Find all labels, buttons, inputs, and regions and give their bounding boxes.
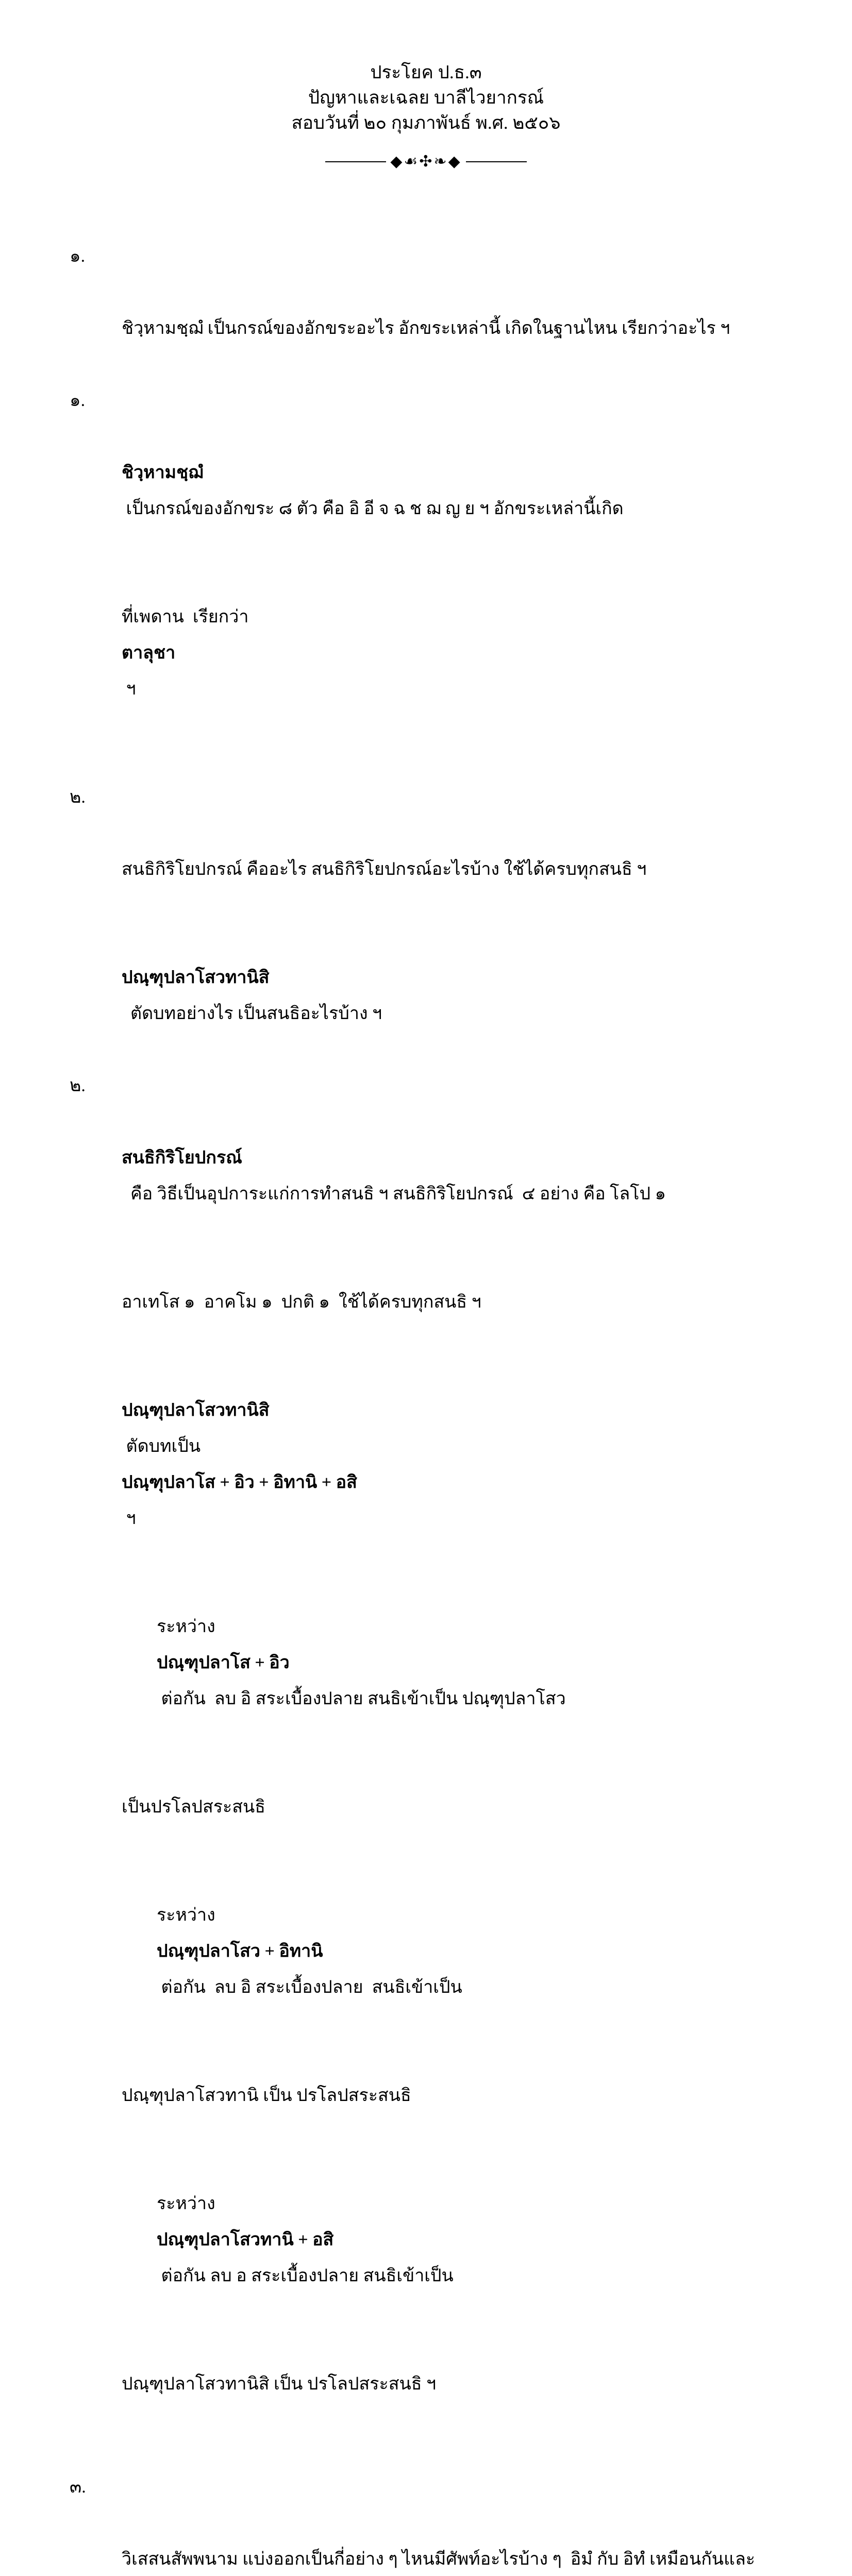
exam-date-line: สอบวันที่ ๒๐ กุมภาพันธ์ พ.ศ. ๒๕๐๖ [291, 113, 561, 133]
text-segment: ปณฺฑุปลาโสว + อิทานิ [157, 1942, 323, 1961]
text-segment: ปณฺฑุปลาโสวทานิสิ เป็น ปรโลปสระสนธิ ฯ [122, 2375, 437, 2394]
answer-2-line-4 [70, 1573, 793, 1753]
question-3-line-1 [70, 2469, 793, 2576]
text-segment: ปณฺฑุปลาโสวทานิสิ [122, 968, 270, 987]
text-segment: ปณฺฑุปลาโส + อิว [157, 1653, 290, 1672]
page-subtitle: ปัญหาและเฉลย บาลีไวยากรณ์ [308, 88, 544, 108]
text-segment: ระหว่าง [157, 1906, 220, 1925]
text-segment: ต่อกัน ลบ อ สระเบื้องปลาย สนธิเข้าเป็น [157, 2266, 454, 2285]
section-divider-ornament [0, 151, 852, 173]
text-segment: สนธิกิริโยปกรณ์ คืออะไร สนธิกิริโยปกรณ์อะไรบ้าง ใช้ได้ครบทุกสนธิ ฯ [122, 860, 647, 879]
question-1-number: ๑. [70, 247, 86, 266]
answer-1-number: ๑. [70, 391, 86, 410]
text-segment: ปณฺฑุปลาโสวทานิสิ [122, 1401, 270, 1420]
answer-2-line-9 [70, 2330, 793, 2438]
answer-2-number: ๒. [70, 1076, 86, 1095]
answer-2-line-1 [70, 1068, 793, 1248]
answer-2-line-5 [70, 1753, 793, 1861]
answer-2-line-7 [70, 2042, 793, 2150]
answer-1-line-2 [70, 563, 793, 743]
text-segment: ชิวฺหามชฺฌํ เป็นกรณ์ของอักขระอะไร อักขระเหล่านี้ เกิดในฐานไหน เรียกว่าอะไร ฯ [122, 319, 730, 338]
text-segment: ระหว่าง [157, 2194, 220, 2213]
text-segment: คือ วิธีเป็นอุปการะแก่การทำสนธิ ฯ สนธิกิริโยปกรณ์ ๔ อย่าง คือ โลโป ๑ [122, 1184, 666, 1204]
section-gap [70, 743, 793, 779]
text-segment: ปณฺฑุปลาโสวทานิ เป็น ปรโลปสระสนธิ [122, 2086, 411, 2105]
answer-2-line-8 [70, 2150, 793, 2330]
text-segment: วิเสสนสัพพนาม แบ่งออกเป็นกี่อย่าง ๆ ไหนมีศัพท์อะไรบ้าง ๆ อิมํ กับ อิทํ เหมือนกันและ [122, 2550, 756, 2569]
section-gap [70, 2438, 793, 2469]
fleuron-icon: ◆☙✣❧◆ [390, 152, 462, 171]
answer-2-line-6 [70, 1861, 793, 2042]
document-header [0, 0, 852, 135]
divider-line-left [325, 161, 386, 162]
answer-2-line-2 [70, 1248, 793, 1357]
text-segment: ฯ [122, 1509, 136, 1528]
divider-line-right [466, 161, 527, 162]
question-2-line-1 [70, 779, 793, 924]
text-segment: ต่อกัน ลบ อิ สระเบื้องปลาย สนธิเข้าเป็น ปณฺฑุปลาโสว [157, 1689, 566, 1708]
text-segment: ระหว่าง [157, 1617, 224, 1636]
text-segment: ตัดบทอย่างไร เป็นสนธิอะไรบ้าง ฯ [122, 1004, 382, 1023]
text-segment: สนธิกิริโยปกรณ์ [122, 1148, 242, 1167]
question-2-line-2 [70, 924, 793, 1068]
document-body [70, 239, 793, 2576]
text-segment: ชิวฺหามชฺฌํ [122, 463, 204, 482]
text-segment: ที่เพดาน เรียกว่า [122, 607, 253, 626]
text-segment: เป็นกรณ์ของอักขระ ๘ ตัว คือ อิ อี จ ฉ ช ฌ ญ ย ฯ อักขระเหล่านี้เกิด [122, 499, 624, 518]
question-1-line-1 [70, 239, 793, 383]
text-segment: เป็นปรโลปสระสนธิ [122, 1798, 265, 1817]
question-2-number: ๒. [70, 788, 86, 807]
text-segment: ฯ [122, 680, 136, 699]
page-title: ประโยค ป.ธ.๓ [370, 62, 482, 82]
text-segment: อาเทโส ๑ อาคโม ๑ ปกติ ๑ ใช้ได้ครบทุกสนธิ ฯ [122, 1293, 481, 1312]
text-segment: ตัดบทเป็น [122, 1437, 205, 1456]
answer-1-line-1 [70, 383, 793, 563]
answer-2-line-3 [70, 1357, 793, 1573]
text-segment: ต่อกัน ลบ อิ สระเบื้องปลาย สนธิเข้าเป็น [157, 1978, 462, 1997]
text-segment: ปณฺฑุปลาโส + อิว + อิทานิ + อสิ [122, 1473, 357, 1492]
text-segment: ปณฺฑุปลาโสวทานิ + อสิ [157, 2230, 334, 2249]
text-segment: ตาลุชา [122, 643, 176, 663]
question-3-number: ๓. [70, 2478, 86, 2497]
